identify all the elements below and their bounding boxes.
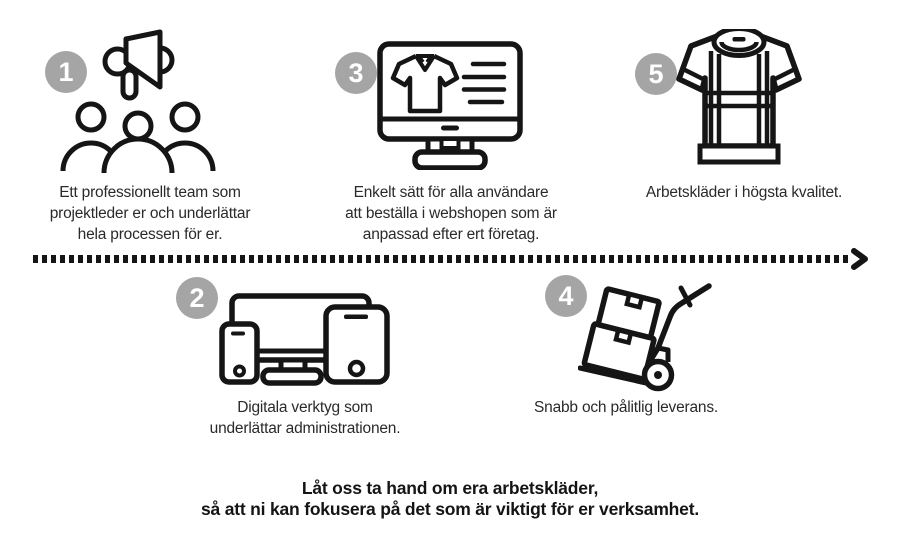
step-caption-4 bbox=[506, 397, 746, 418]
step-badge-3 bbox=[335, 52, 377, 94]
step-number: 1 bbox=[58, 56, 74, 87]
footer-line-1: Låt oss ta hand om era arbetskläder, bbox=[301, 478, 599, 498]
delivery-hand-truck-icon bbox=[578, 276, 718, 396]
step-number: 2 bbox=[189, 282, 205, 313]
caption-line: Enkelt sätt för alla användare bbox=[353, 184, 549, 201]
step-caption-2 bbox=[185, 397, 425, 439]
team-megaphone-icon bbox=[58, 25, 218, 175]
footer-tagline bbox=[0, 478, 900, 520]
footer-line-2: så att ni kan fokusera på det som är viktigt för er verksamhet. bbox=[200, 499, 699, 519]
step-number: 5 bbox=[648, 58, 664, 89]
step-caption-5 bbox=[624, 182, 864, 203]
step-number: 4 bbox=[558, 280, 574, 311]
caption-line: att beställa i webshopen som är bbox=[345, 205, 557, 222]
timeline-dashed-line bbox=[33, 255, 851, 263]
step-number: 3 bbox=[348, 57, 364, 88]
caption-line: underlättar administrationen. bbox=[209, 420, 401, 437]
step-caption-1 bbox=[30, 182, 270, 245]
caption-line: Snabb och pålitlig leverans. bbox=[534, 399, 718, 416]
caption-line: anpassad efter ert företag. bbox=[362, 226, 540, 243]
webshop-monitor-icon bbox=[377, 40, 523, 170]
caption-line: Digitala verktyg som bbox=[237, 399, 373, 416]
work-tshirt-icon bbox=[675, 29, 803, 169]
caption-line: hela processen för er. bbox=[77, 226, 223, 243]
step-badge-5 bbox=[635, 53, 677, 95]
caption-line: Arbetskläder i högsta kvalitet. bbox=[645, 184, 843, 201]
caption-line: Ett professionellt team som bbox=[59, 184, 241, 201]
step-badge-2 bbox=[176, 277, 218, 319]
digital-devices-icon bbox=[215, 292, 395, 387]
step-caption-3 bbox=[331, 182, 571, 245]
caption-line: projektleder er och underlättar bbox=[49, 205, 251, 222]
arrowhead-icon bbox=[851, 248, 871, 270]
